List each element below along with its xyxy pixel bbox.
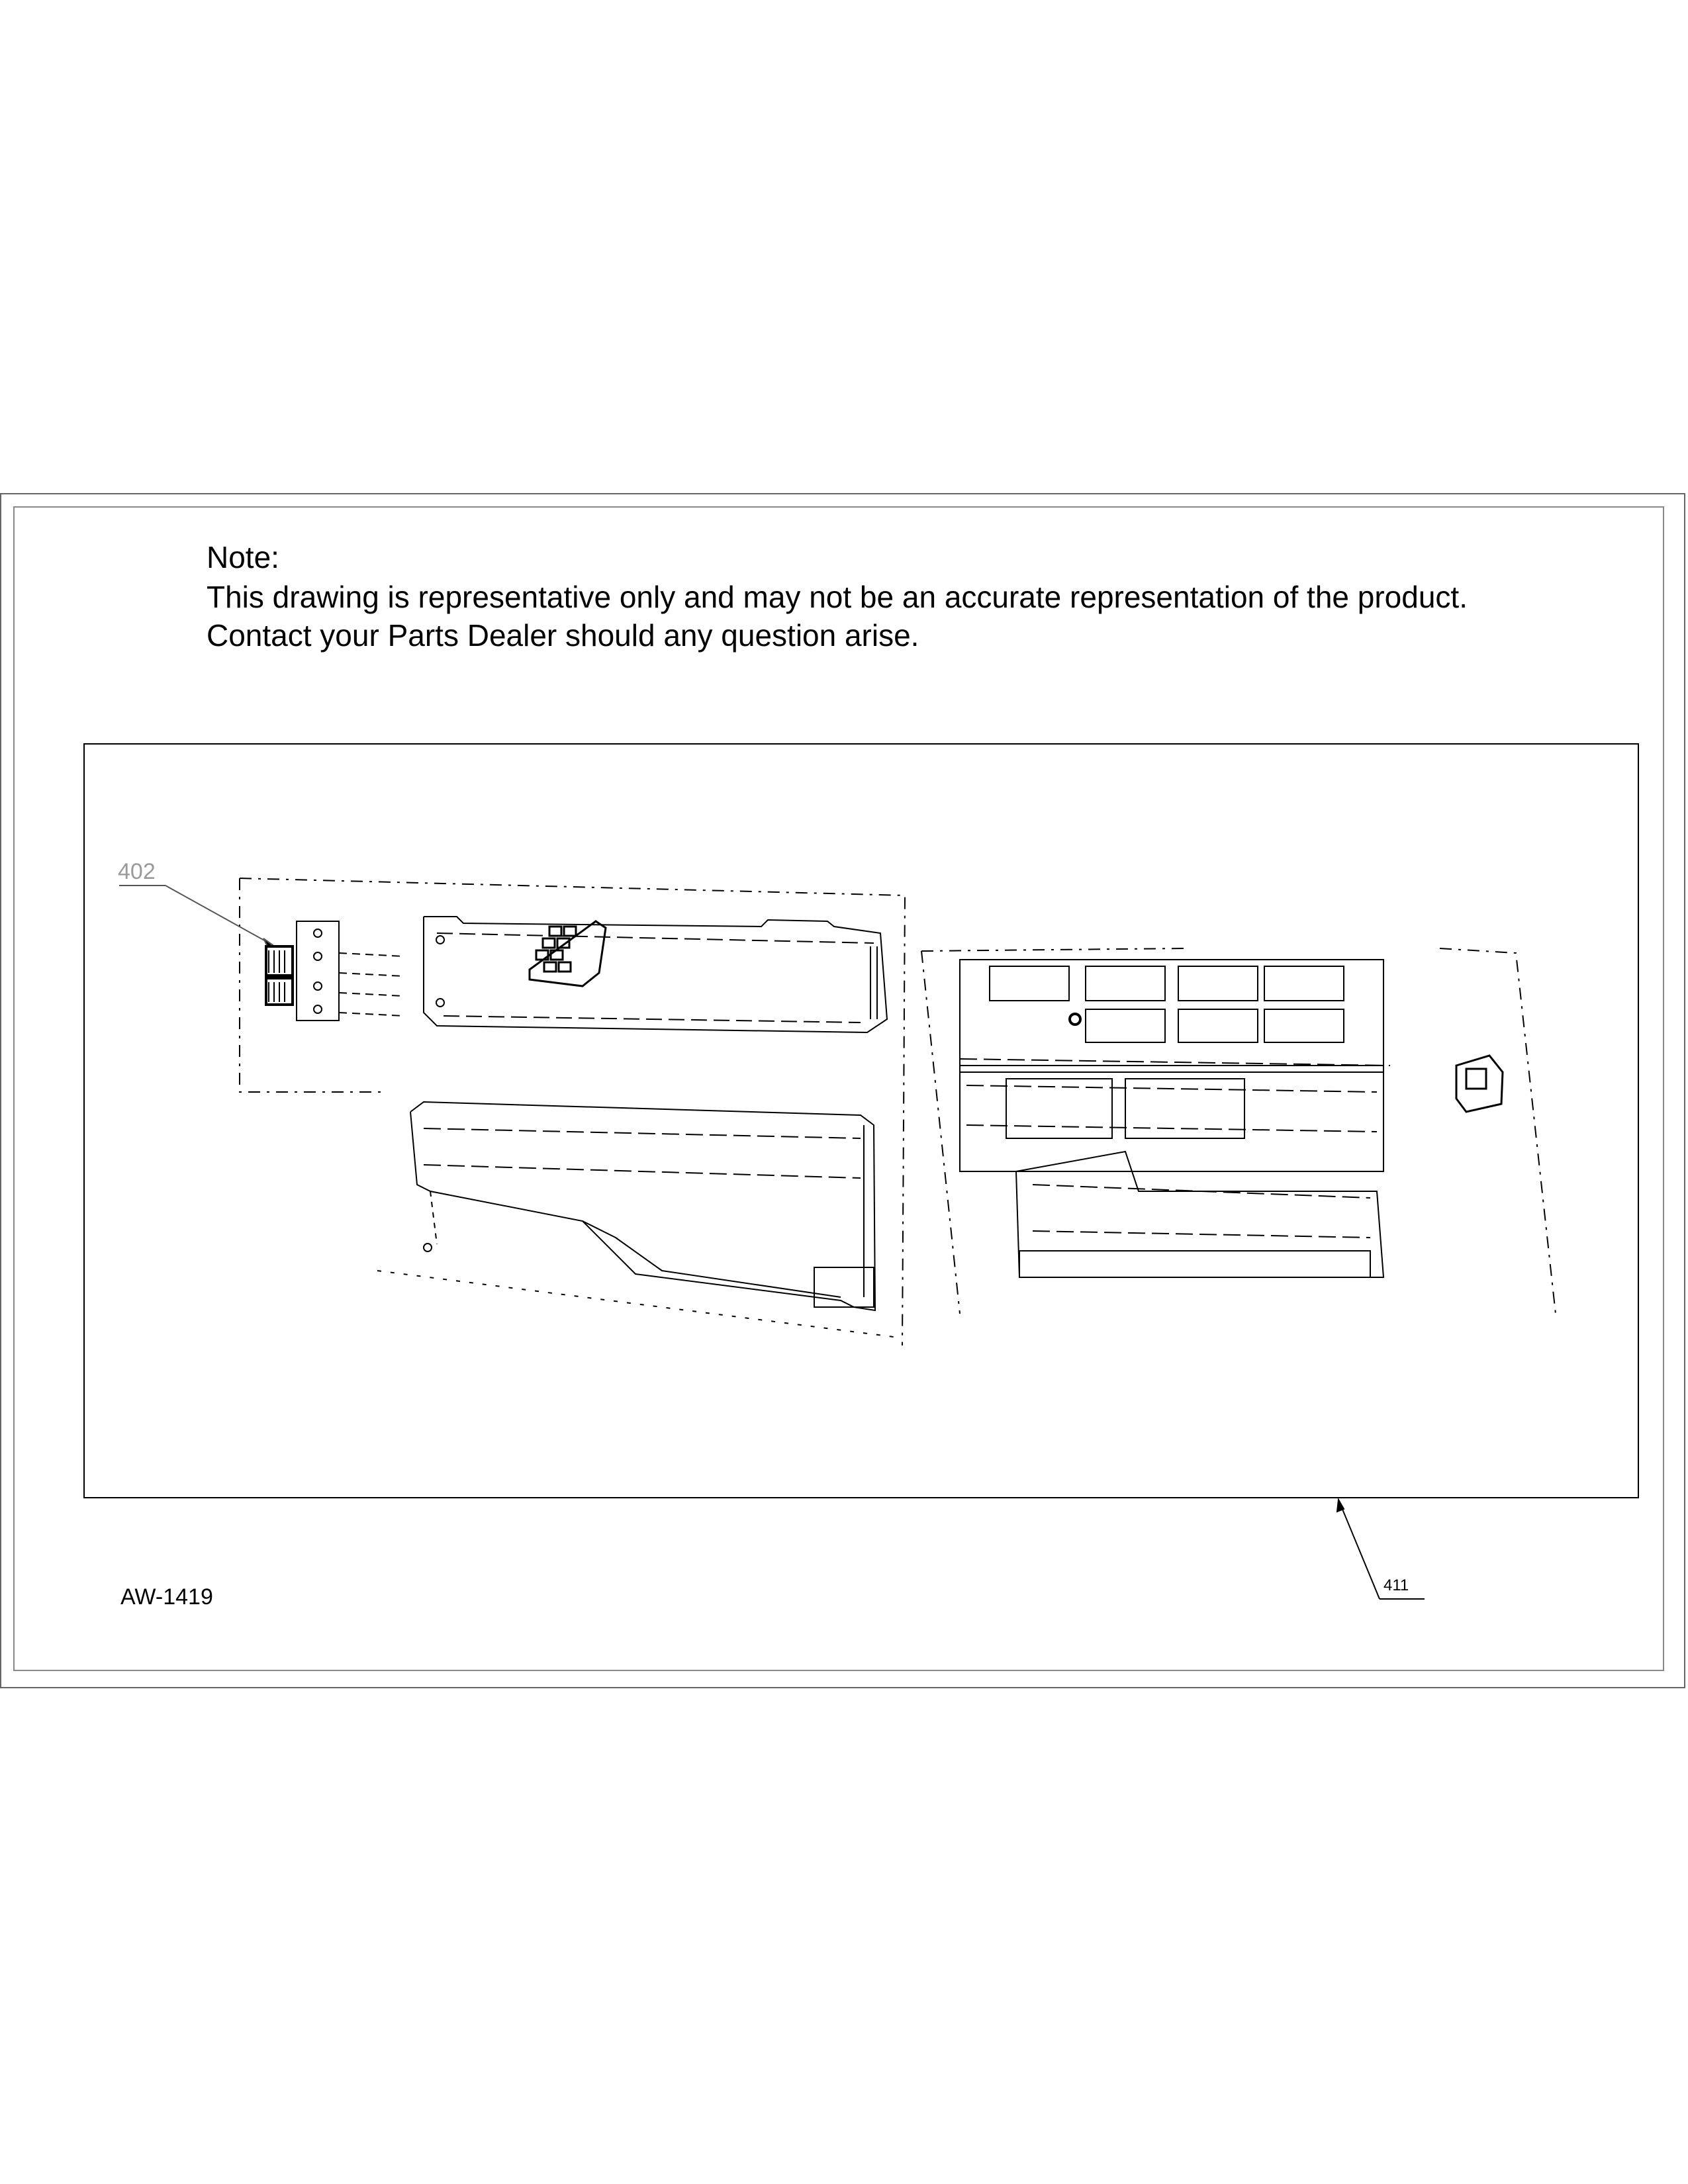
sub-assembly-boundary-right xyxy=(921,948,1556,1314)
callout-402-leader xyxy=(119,886,273,946)
base-tub-lower xyxy=(377,1102,894,1337)
note-heading: Note: xyxy=(207,540,279,574)
control-housing-upper xyxy=(424,917,887,1032)
hinge-bracket-part xyxy=(266,921,339,1021)
callout-label-411: 411 xyxy=(1383,1576,1409,1594)
note-disclaimer-text: This drawing is representative only and may not be an accurate representation of the product. xyxy=(207,580,1468,614)
small-clip-part xyxy=(1456,1056,1503,1112)
callout-label-402: 402 xyxy=(118,859,156,884)
note-contact-text: Contact your Parts Dealer should any question arise. xyxy=(207,618,919,653)
drawing-number: AW-1419 xyxy=(120,1584,213,1610)
hinge-connector-lines xyxy=(339,953,404,1016)
callout-411-leader xyxy=(1337,1500,1425,1599)
control-panel-assembly xyxy=(960,960,1390,1277)
